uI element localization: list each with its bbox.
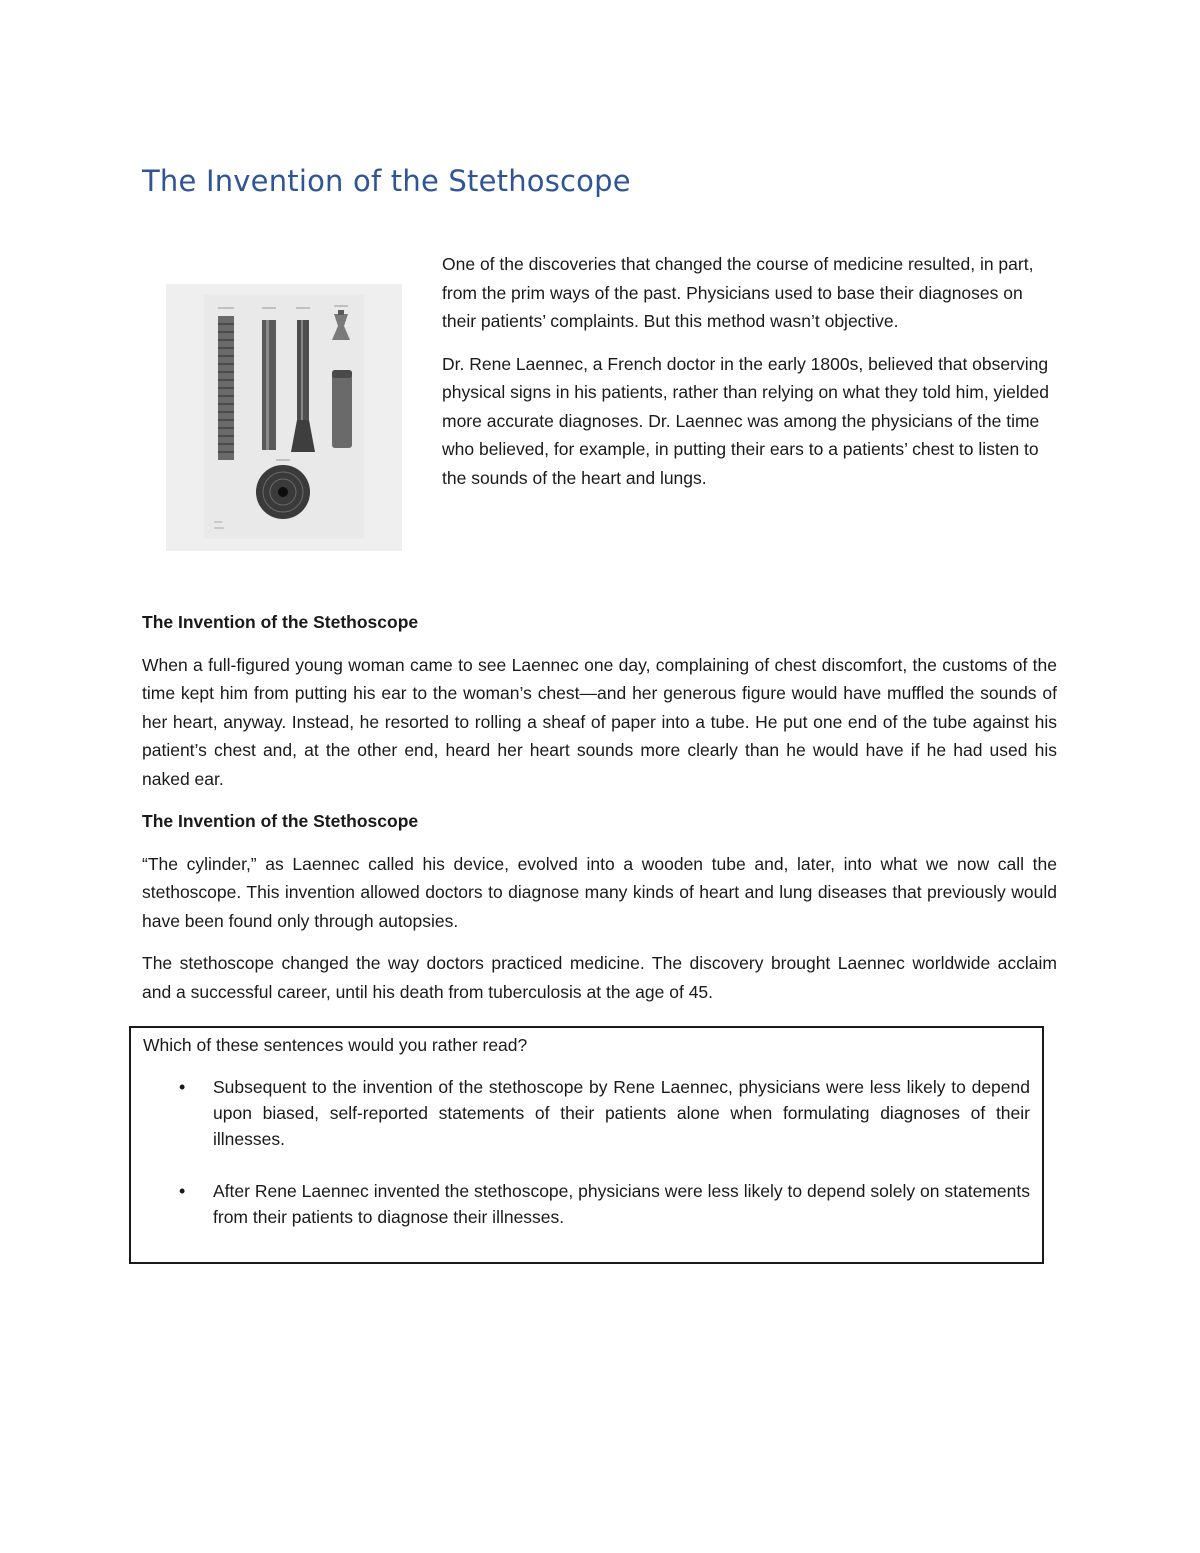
intro-column <box>442 250 1057 506</box>
page-title: The Invention of the Stethoscope <box>142 164 631 198</box>
question-box <box>129 1026 1044 1264</box>
intro-paragraph: One of the discoveries that changed the course of medicine resulted, in part, from the prim ways of the past. Physicians used to base their diagnoses on their patients’ complaints. But this method wasn’t objective. <box>442 254 1034 331</box>
stethoscope-engraving-icon <box>166 284 402 551</box>
bullet-icon: • <box>179 1077 186 1097</box>
list-item <box>143 1178 1030 1230</box>
body-paragraph: The stethoscope changed the way doctors practiced medicine. The discovery brought Laennec worldwide acclaim and a successful career, until his death from tuberculosis at the age of 45. <box>142 953 1057 1002</box>
option-text: Subsequent to the invention of the stethoscope by Rene Laennec, physicians were less likely to depend upon biased, self-reported statements of their patients alone when formulating diagnoses of their illnesses. <box>213 1077 1030 1149</box>
section-heading: The Invention of the Stethoscope <box>142 612 419 632</box>
body-paragraph: When a full-figured young woman came to see Laennec one day, complaining of chest discomfort, the customs of the time kept him from putting his ear to the woman’s chest—and her generous figure would have muffled the sounds of her heart, anyway. Instead, he resorted to rolling a sheaf of paper into a tube. He put one end of the tube against his patient’s chest and, at the other end, heard her heart sounds more clearly than he would have if he had used his naked ear. <box>142 654 1057 789</box>
question-prompt: Which of these sentences would you rather read? <box>143 1035 528 1055</box>
intro-paragraph: Dr. Rene Laennec, a French doctor in the early 1800s, believed that observing physical signs in his patients, rather than relying on what they told him, yielded more accurate diagnoses. Dr. Laennec was among the physicians of the time who believed, for example, in putting their ears to a patients’ chest to listen to the sounds of the heart and lungs. <box>442 353 1049 488</box>
option-text: After Rene Laennec invented the stethoscope, physicians were less likely to depend solely on statements from their patients to diagnose their illnesses. <box>213 1181 1030 1227</box>
list-item <box>143 1074 1030 1152</box>
section-heading: The Invention of the Stethoscope <box>142 811 419 831</box>
body-paragraph: “The cylinder,” as Laennec called his device, evolved into a wooden tube and, later, into what we now call the stethoscope. This invention allowed doctors to diagnose many kinds of heart and lung diseases that previously would have been found only through autopsies. <box>142 853 1057 931</box>
bullet-icon: • <box>179 1181 186 1201</box>
option-list <box>143 1074 1030 1230</box>
stethoscope-illustration <box>166 284 402 551</box>
main-body <box>142 608 1057 1020</box>
